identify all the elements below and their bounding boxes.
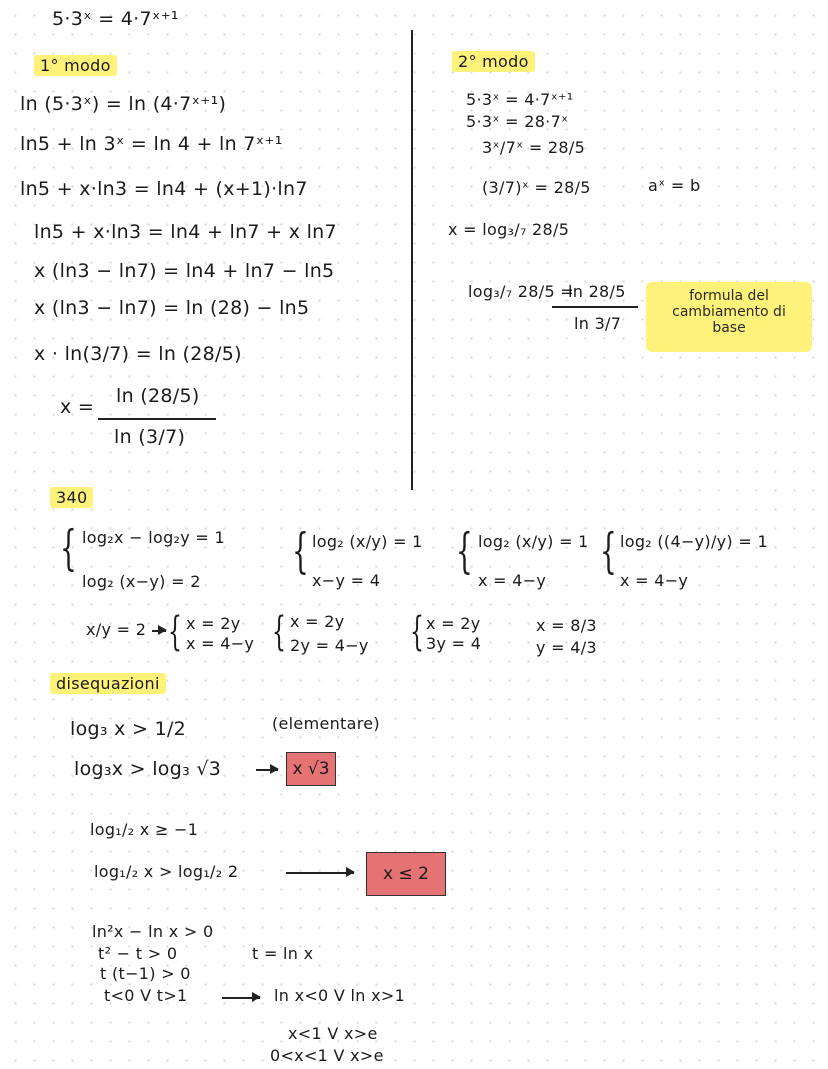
step3-sys-eq2: 3y = 4 [426, 634, 482, 653]
system1-eq1: log₂x − log₂y = 1 [82, 528, 225, 547]
system1-eq2: log₂ (x−y) = 2 [82, 572, 201, 591]
method1-result-num: ln (28/5) [116, 385, 200, 407]
method2-step-5: x = log₃/₇ 28/5 [448, 220, 570, 239]
ineq3-line2: t² − t > 0 [98, 944, 178, 963]
method1-fraction-bar [98, 418, 216, 420]
ineq3-line1: ln²x − ln x > 0 [92, 922, 214, 941]
inequalities-title [50, 676, 166, 692]
method1-title [34, 58, 117, 74]
system1-brace: { [60, 520, 77, 576]
ineq3-substitution: t = ln x [252, 944, 314, 963]
method1-step-5: x (ln3 − ln7) = ln4 + ln7 − ln5 [34, 260, 335, 282]
method1-result-den: ln (3/7) [114, 426, 186, 448]
step1-brace: { [168, 609, 182, 655]
column-divider [411, 30, 413, 490]
step3-sys-eq1: x = 2y [426, 614, 481, 633]
ineq2-line1: log₁/₂ x ≥ −1 [90, 820, 199, 839]
ineq3-solution-1: x<1 V x>e [288, 1024, 378, 1043]
step1-ratio: x/y = 2 [86, 620, 147, 639]
method1-step-7: x · ln(3/7) = ln (28/5) [34, 343, 242, 365]
system3-eq2: x = 4−y [478, 571, 547, 590]
method2-step-1: 5·3ˣ = 4·7ˣ⁺¹ [466, 90, 574, 109]
method1-step-6: x (ln3 − ln7) = ln (28) − ln5 [34, 297, 310, 319]
method1-result-lhs: x = [60, 396, 95, 418]
ineq2-result-box: x ≤ 2 [366, 852, 446, 896]
step2-sys-eq2: 2y = 4−y [290, 636, 369, 655]
system4-eq1: log₂ ((4−y)/y) = 1 [620, 532, 768, 551]
system4-brace: { [600, 523, 617, 579]
change-of-base-highlight: formula del cambiamento di base [646, 282, 812, 352]
ineq3-arrow-icon [222, 997, 260, 999]
system2-eq1: log₂ (x/y) = 1 [312, 532, 423, 551]
method2-change-base-num: ln 28/5 [568, 282, 626, 301]
ineq3-line3: t (t−1) > 0 [100, 964, 191, 983]
step1-sys-eq2: x = 4−y [186, 634, 255, 653]
header-equation: 5·3ˣ = 4·7ˣ⁺¹ [52, 8, 179, 30]
system2-brace: { [292, 523, 309, 579]
step3-brace: { [410, 609, 424, 655]
method2-title-text: 2° modo [452, 51, 535, 72]
ineq3-back-substitution: ln x<0 V ln x>1 [274, 986, 406, 1005]
ineq1-note: (elementare) [272, 714, 380, 733]
method2-step-3: 3ˣ/7ˣ = 28/5 [482, 138, 586, 157]
ineq2-line2: log₁/₂ x > log₁/₂ 2 [94, 862, 239, 881]
exercise-number [50, 490, 93, 506]
method2-change-base-lhs: log₃/₇ 28/5 = [468, 282, 575, 301]
system3-eq1: log₂ (x/y) = 1 [478, 532, 589, 551]
ineq2-arrow-icon [286, 872, 354, 874]
step2-brace: { [272, 609, 286, 655]
method2-step-2: 5·3ˣ = 28·7ˣ [466, 112, 569, 131]
method2-change-base-den: ln 3/7 [574, 314, 622, 333]
system2-eq2: x−y = 4 [312, 571, 381, 590]
ineq3-line4: t<0 V t>1 [104, 986, 188, 1005]
inequalities-title-text: disequazioni [50, 673, 166, 694]
solution-x: x = 8/3 [536, 616, 597, 635]
method2-fraction-bar [552, 306, 638, 308]
method2-step-4: (3/7)ˣ = 28/5 [482, 178, 591, 197]
ineq1-line1: log₃ x > 1/2 [70, 718, 187, 740]
method2-note: aˣ = b [648, 176, 701, 195]
ineq3-solution-2: 0<x<1 V x>e [270, 1046, 384, 1065]
method2-title [452, 54, 535, 70]
method1-title-text: 1° modo [34, 55, 117, 76]
ineq1-arrow-icon [256, 769, 278, 771]
solution-y: y = 4/3 [536, 638, 597, 657]
step1-arrow-icon [152, 630, 166, 632]
system3-brace: { [456, 523, 473, 579]
ineq1-line2: log₃x > log₃ √3 [74, 758, 222, 780]
step1-sys-eq1: x = 2y [186, 614, 241, 633]
method1-step-4: ln5 + x·ln3 = ln4 + ln7 + x ln7 [34, 221, 337, 243]
ineq1-result-box: x √3 [286, 752, 336, 786]
exercise-number-text: 340 [50, 487, 93, 508]
method1-step-3: ln5 + x·ln3 = ln4 + (x+1)·ln7 [20, 178, 308, 200]
method1-step-1: ln (5·3ˣ) = ln (4·7ˣ⁺¹) [20, 93, 227, 115]
step2-sys-eq1: x = 2y [290, 612, 345, 631]
system4-eq2: x = 4−y [620, 571, 689, 590]
method1-step-2: ln5 + ln 3ˣ = ln 4 + ln 7ˣ⁺¹ [20, 133, 283, 155]
